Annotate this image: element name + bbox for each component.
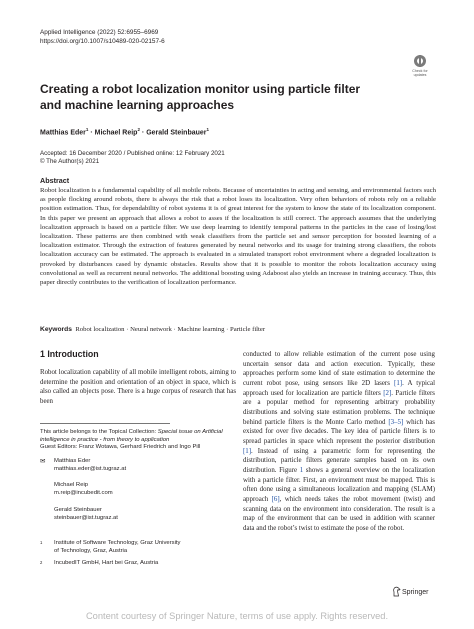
affiliation-line: IncubedIT GmbH, Hart bei Graz, Austria bbox=[54, 560, 159, 566]
contact-name: Gerald Steinbauer bbox=[54, 507, 102, 513]
article-title: Creating a robot localization monitor using particle filter and machine learning approaches bbox=[40, 82, 361, 112]
journal-citation: Applied Intelligence (2022) 52:6955–6969 bbox=[40, 29, 159, 36]
contact-email[interactable]: m.reip@incubedit.com bbox=[54, 489, 113, 496]
body-text: which has existed for over five decades. The key idea of particle filters is to spread particles in space which represent the posterior distribution bbox=[243, 418, 435, 445]
author-affiliation-mark: 1 bbox=[206, 127, 210, 132]
body-text: shows a general overview on the localization with a particle filter. First, an environment must be mapped. This is often done using a simultaneous localization and mapping (SLAM) approach bbox=[243, 466, 435, 503]
keywords-label: Keywords bbox=[40, 326, 72, 333]
footer-notice: Content courtesy of Springer Nature, terms of use apply. Rights reserved. bbox=[85, 611, 389, 621]
topical-title: Special issue on Artificial intelligence in practice - from theory to application bbox=[40, 429, 223, 443]
contact-entry bbox=[54, 458, 234, 473]
keywords-list: Robot localization · Neural network · Machine learning · Particle filter bbox=[75, 326, 266, 333]
affiliation-line: of Technology, Graz, Austria bbox=[54, 547, 128, 554]
publisher-logo: Springer bbox=[402, 589, 429, 596]
topical-prefix: This article belongs to the Topical Collection: bbox=[40, 429, 158, 435]
check-for-updates-badge[interactable] bbox=[407, 54, 433, 82]
body-text: conducted to allow reliable estimation of the current pose using uncertain sensor data and action execution. Typically, these approaches perform some kind of state estimation to determine the current robot pose, using sensors like 2D lasers bbox=[243, 351, 435, 387]
author-name[interactable]: Michael Reip bbox=[94, 129, 138, 137]
affiliation-text bbox=[54, 560, 234, 568]
springer-horse-icon bbox=[392, 586, 401, 597]
contact-email[interactable]: steinbauer@ist.tugraz.at bbox=[54, 514, 118, 521]
envelope-icon: ✉ bbox=[40, 458, 46, 465]
author-affiliation-mark: 1 bbox=[85, 127, 89, 132]
topical-collection-note bbox=[40, 429, 236, 452]
citation-link[interactable]: [1] bbox=[243, 447, 252, 455]
figure-link[interactable]: 1 bbox=[299, 466, 304, 474]
contact-name: Michael Reip bbox=[54, 482, 89, 488]
body-text: . A typical approach used for localization are particle filters bbox=[243, 379, 436, 397]
keywords bbox=[40, 325, 436, 334]
check-for-updates-icon bbox=[414, 55, 426, 67]
section-heading: 1 Introduction bbox=[40, 349, 99, 359]
citation-link[interactable]: [3–5] bbox=[388, 418, 404, 426]
body-text: . Particle filters are a popular method for representing arbitrary probability distributions and solving state estimation problems. The technique behind particle filters is the Monte Carlo method bbox=[243, 389, 435, 426]
publication-dates: Accepted: 16 December 2020 / Published online: 12 February 2021 bbox=[40, 150, 225, 157]
author-separator: · bbox=[139, 129, 147, 137]
contact-entry bbox=[54, 507, 234, 522]
body-text: , which needs takes the robot movement (twist) and scanning data on the environment into consideration. The result is a map of the environment that can be used in addition with scanner data and the robot’s twist to estimate the pose of the robot. bbox=[243, 495, 435, 532]
citation-link[interactable]: [6] bbox=[271, 495, 280, 503]
author-name[interactable]: Gerald Steinbauer bbox=[146, 129, 207, 137]
author-name[interactable]: Matthias Eder bbox=[40, 129, 86, 137]
guest-editors: Guest Editors: Franz Wotawa, Gerhard Friedrich and Ingo Pill bbox=[40, 444, 201, 451]
abstract-text: Robot localization is a fundamental capability of all mobile robots. Because of uncertainties in acting and sensing, and environmental factors such as people flocking around robots, there is always the risk that a robot loses its localization. Very often behaviors of robots rely on a reliable position estimation. Thus, for dependability of robot systems it is of great interest for the system to know the state of its localization component. In this paper we present an approach that allows a robot to asses if the localization is still correct. The approach assumes that the underlying localization approach is based on a particle filter. We use deep learning to identify temporal patterns in the particles in the case of losing/lost localization. These patterns are then combined with weak classifiers from the particle set and sensor perception for boosted learning of a localization estimator. Through the extraction of features generated by neural networks and its usage for training strong classifiers, the robots localization accuracy can be estimated. The approach is evaluated in a simulated transport robot environment where a degraded localization is provoked by disturbances cased by dynamic obstacles. Results show that it is possible to monitor the robots localization accuracy using convolutional as well as recurrent neural networks. The additional boosting using Adaboost also yields an increase in training accuracy. Thus, this paper directly contributes to the verification of localization performance. bbox=[40, 187, 436, 287]
intro-left-paragraph: Robot localization capability of all mobile intelligent robots, aiming to determine the position and orientation of an object in space, which is also called an objects pose. There is a huge corpus of research that has been bbox=[40, 369, 236, 405]
footnote-divider bbox=[40, 423, 170, 424]
contact-email[interactable]: matthias.eder@ist.tugraz.at bbox=[54, 465, 127, 472]
intro-right-paragraph bbox=[243, 350, 435, 533]
citation-link[interactable]: [2] bbox=[383, 389, 392, 397]
affiliation-text bbox=[54, 540, 234, 555]
affiliation-number: 2 bbox=[40, 560, 43, 565]
author-affiliation-mark: 2 bbox=[137, 127, 140, 132]
affiliation-number: 1 bbox=[40, 540, 43, 545]
doi-link[interactable]: https://doi.org/10.1007/s10489-020-02157-6 bbox=[40, 38, 165, 45]
copyright-line: © The Author(s) 2021 bbox=[40, 158, 100, 165]
body-text: . Instead of using a parametric form for representing the distribution, particle filters generate samples based on its own distribution. Figure bbox=[243, 447, 435, 474]
citation-link[interactable]: [1] bbox=[394, 379, 403, 387]
author-list bbox=[40, 125, 209, 137]
contact-entry bbox=[54, 482, 234, 497]
check-for-updates-caption: Check for updates bbox=[412, 69, 428, 78]
affiliation-line: Institute of Software Technology, Graz University bbox=[54, 540, 181, 546]
abstract-heading: Abstract bbox=[40, 176, 70, 185]
contact-name: Matthias Eder bbox=[54, 458, 91, 464]
author-separator: · bbox=[88, 129, 95, 137]
